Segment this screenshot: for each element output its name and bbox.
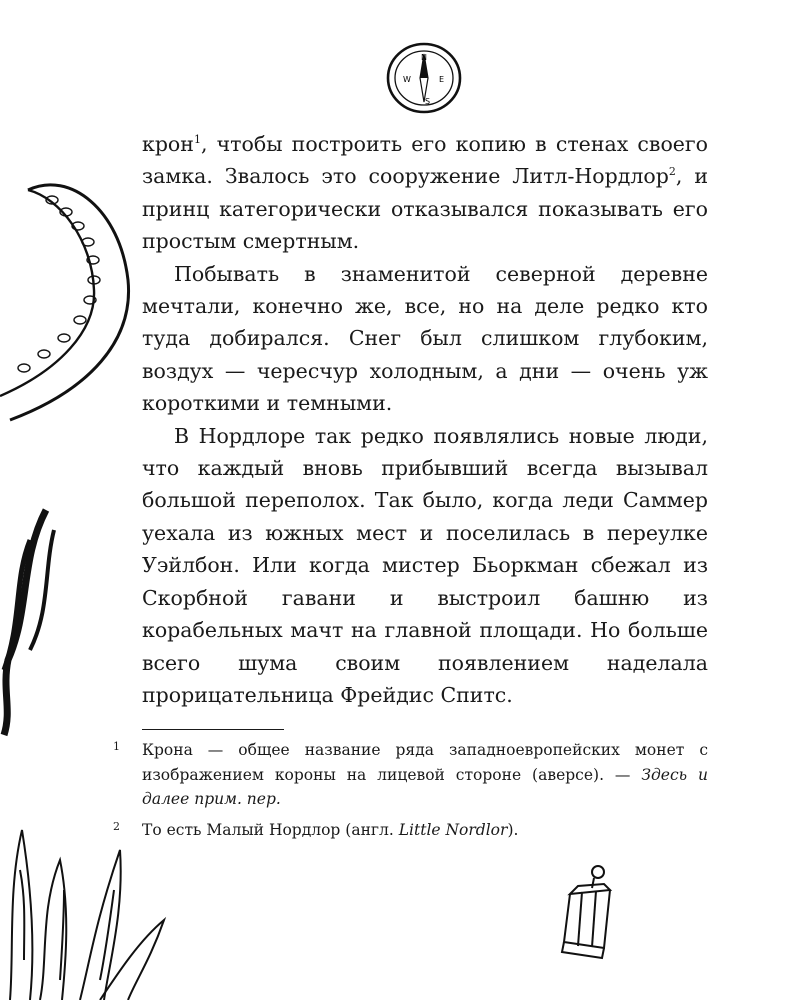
footnotes: [113, 738, 708, 848]
text-run: , и принц категорически отказывался показывать его простым смертным.: [142, 164, 709, 254]
footnote-divider: [142, 729, 284, 730]
footnote-ref: 2: [668, 165, 676, 179]
text-run: В Нордлоре так редко появлялись новые люди, что каждый вновь прибывший всегда вызывал большой переполох. Так было, когда леди Саммер уехала из южных мест и поселилась в переулке Уэйлбон. Или когда мистер Бьоркман сбежал из Скорбной гавани и выстроил башню из корабельных мачт на главной площади. Но больше всего шума своим появлением наделала прорицательница Фрейдис Спитс.: [142, 423, 708, 707]
italic-text: Здесь и далее прим. пер.: [142, 765, 708, 808]
footnote-text: [142, 741, 708, 808]
compass-icon: [384, 40, 464, 116]
seaweed-strokes-drawing: [0, 500, 70, 740]
lantern-icon: [548, 862, 628, 962]
compass-e: E: [439, 75, 445, 84]
paragraph: [142, 420, 708, 712]
footnote-number: 2: [113, 819, 120, 833]
compass-w: W: [403, 75, 411, 84]
body-text: [142, 128, 708, 711]
compass-s: S: [425, 97, 431, 106]
footnote: [113, 738, 708, 812]
text-run: крон: [142, 132, 194, 156]
italic-text: Little Nordlor: [398, 820, 508, 839]
footnote-number: 1: [113, 740, 120, 753]
footnote-ref: 1: [193, 133, 201, 147]
compass-n: N: [421, 53, 427, 62]
text-run: , чтобы построить его копию в стенах своего замка. Звалось это сооружение Литл-Нордлор: [142, 132, 708, 189]
footnote-text: [142, 821, 518, 839]
text-run: Побывать в знаменитой северной деревне мечтали, конечно же, все, но на деле редко кто туда добирался. Снег был слишком глубоким, воздух — чересчур холодным, а дни — очень уж короткими и темными.: [142, 261, 708, 416]
text-run: Крона — общее название ряда западноевропейских монет с изображением короны на лицевой стороне (аверсе). —: [142, 741, 708, 784]
sea-tentacle-drawing: [0, 170, 140, 430]
paragraph: [142, 128, 708, 258]
paragraph: [142, 258, 708, 420]
text-run: ).: [507, 820, 519, 839]
text-run: То есть Малый Нордлор (англ.: [142, 820, 399, 839]
footnote: [113, 818, 708, 843]
